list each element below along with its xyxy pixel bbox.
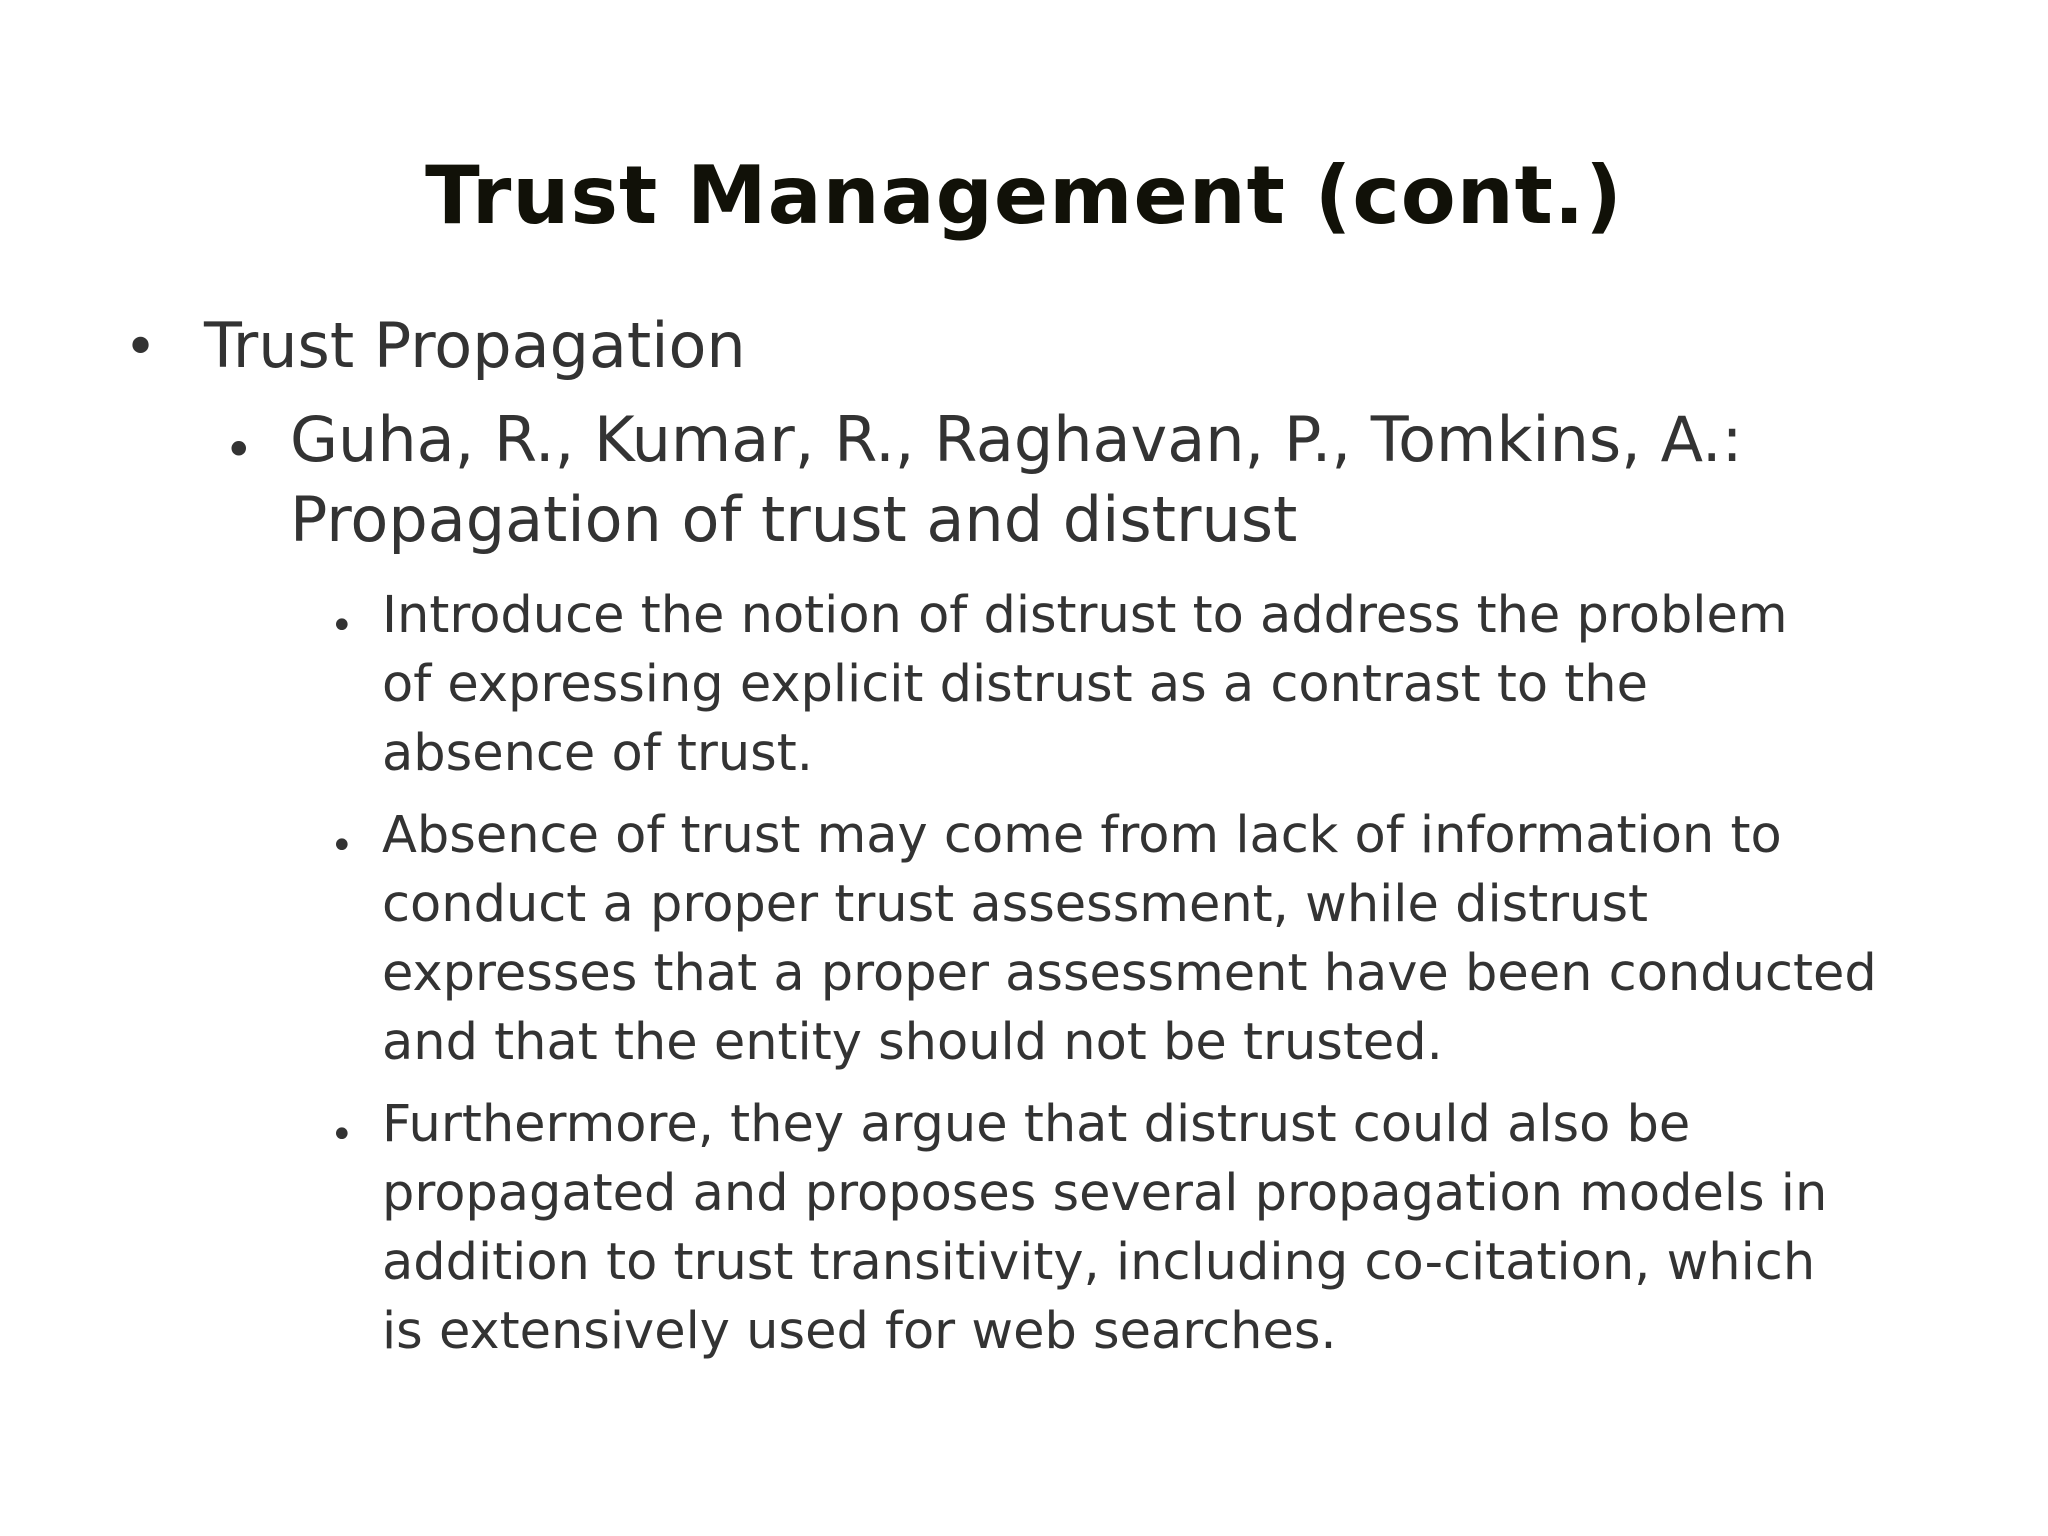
text-line: of expressing explicit distrust as a contrast to the xyxy=(382,655,1648,714)
text-line: Introduce the notion of distrust to address the problem xyxy=(382,586,1788,645)
bullet-level3-text xyxy=(382,581,1788,788)
bullet-level2-text xyxy=(290,400,1743,560)
bullet-icon: • xyxy=(124,315,158,380)
bullet-icon: • xyxy=(224,421,254,479)
text-line: Guha, R., Kumar, R., Raghavan, P., Tomkins, A.: xyxy=(290,403,1743,476)
text-line: conduct a proper trust assessment, while distrust xyxy=(382,875,1649,934)
text-line: addition to trust transitivity, including co-citation, which xyxy=(382,1233,1816,1292)
text-line: Propagation of trust and distrust xyxy=(290,483,1298,556)
bullet-level3-text xyxy=(382,801,1877,1077)
bullet-level3-text xyxy=(382,1090,1827,1366)
text-line: and that the entity should not be trusted. xyxy=(382,1013,1443,1072)
text-line: absence of trust. xyxy=(382,724,813,783)
text-line: Absence of trust may come from lack of information to xyxy=(382,806,1782,865)
slide-title: Trust Management (cont.) xyxy=(425,149,1623,242)
bullet-icon: • xyxy=(330,603,354,649)
text-line: is extensively used for web searches. xyxy=(382,1302,1337,1361)
text-line: expresses that a proper assessment have been conducted xyxy=(382,944,1877,1003)
text-line: Furthermore, they argue that distrust could also be xyxy=(382,1095,1691,1154)
bullet-level1-text: Trust Propagation xyxy=(204,309,746,382)
text-line: propagated and proposes several propagation models in xyxy=(382,1164,1828,1223)
bullet-icon: • xyxy=(330,1112,354,1158)
bullet-icon: • xyxy=(330,823,354,869)
